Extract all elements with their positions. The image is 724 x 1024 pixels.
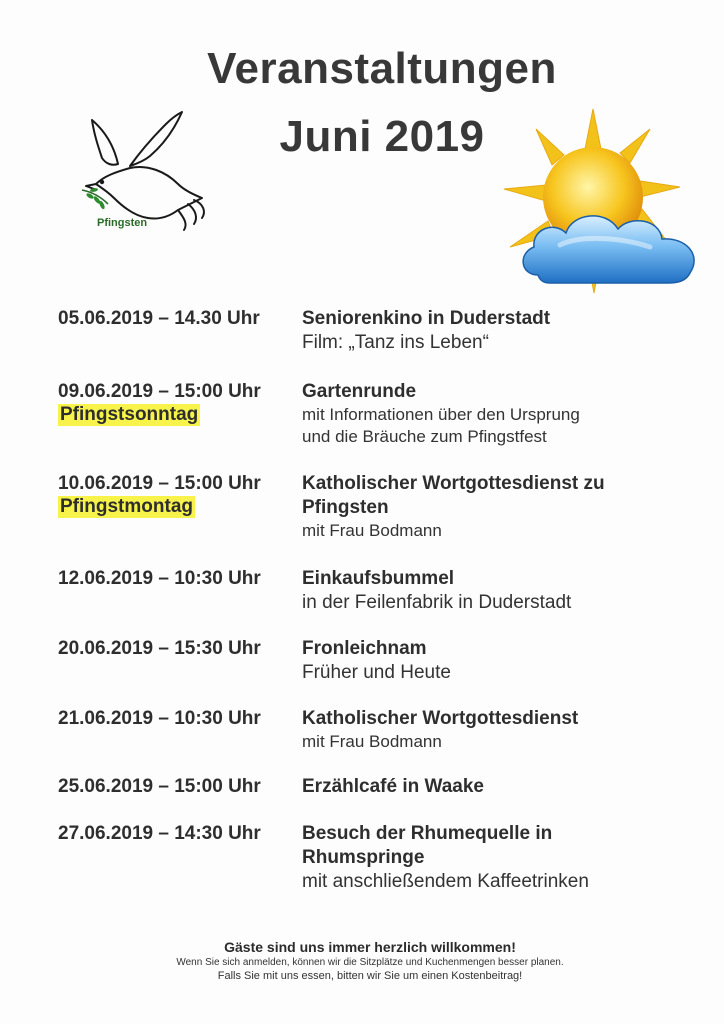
list-item (58, 307, 698, 355)
list-item (58, 380, 698, 448)
holiday-highlight: Pfingstmontag (60, 496, 193, 517)
page-title-line-2: Juni 2019 (279, 112, 485, 161)
event-date: 25.06.2019 – 15:00 Uhr (58, 776, 261, 797)
event-date: 10.06.2019 – 15:00 Uhr (58, 473, 261, 494)
holiday-highlight: Pfingstsonntag (60, 404, 199, 425)
event-date: 09.06.2019 – 15:00 Uhr (58, 381, 261, 402)
footer (0, 938, 724, 983)
event-description: mit anschließendem Kaffeetrinken (302, 871, 589, 892)
event-title-continued: Rhumspringe (302, 847, 425, 868)
event-description: Früher und Heute (302, 662, 451, 683)
list-item (58, 637, 698, 685)
event-date: 21.06.2019 – 10:30 Uhr (58, 708, 261, 729)
list-item (58, 472, 698, 542)
event-title: Besuch der Rhumequelle in (302, 823, 553, 844)
event-date: 12.06.2019 – 10:30 Uhr (58, 568, 261, 589)
event-title: Fronleichnam (302, 638, 427, 659)
dove-caption: Pfingsten (97, 217, 148, 229)
list-item (58, 775, 698, 799)
event-date: 20.06.2019 – 15:30 Uhr (58, 638, 261, 659)
event-description: mit Frau Bodmann (302, 521, 442, 540)
sun-cloud-icon (490, 105, 715, 305)
event-description: mit Frau Bodmann (302, 732, 442, 751)
footer-note: Falls Sie mit uns essen, bitten wir Sie um einen Kostenbeitrag! (217, 970, 523, 982)
footer-note: Wenn Sie sich anmelden, können wir die Sitzplätze und Kuchenmengen besser planen. (176, 957, 564, 968)
event-description: und die Bräuche zum Pfingstfest (302, 427, 547, 446)
page-title-line-1: Veranstaltungen (207, 44, 557, 93)
event-title: Erzählcafé in Waake (302, 776, 484, 797)
list-item (58, 822, 698, 894)
event-description: Film: „Tanz ins Leben“ (302, 332, 489, 353)
event-description: in der Feilenfabrik in Duderstadt (302, 592, 572, 613)
event-title: Katholischer Wortgottesdienst (302, 708, 579, 729)
event-description: mit Informationen über den Ursprung (302, 405, 580, 424)
event-date: 05.06.2019 – 14.30 Uhr (58, 308, 260, 329)
event-date: 27.06.2019 – 14:30 Uhr (58, 823, 261, 844)
event-title-continued: Pfingsten (302, 497, 389, 518)
event-title: Gartenrunde (302, 381, 417, 402)
event-title: Katholischer Wortgottesdienst zu (302, 473, 605, 494)
footer-welcome: Gäste sind uns immer herzlich willkommen! (224, 939, 516, 955)
event-list (58, 307, 698, 894)
list-item (58, 567, 698, 615)
event-title: Seniorenkino in Duderstadt (302, 308, 551, 329)
event-title: Einkaufsbummel (302, 568, 455, 589)
list-item (58, 707, 698, 753)
